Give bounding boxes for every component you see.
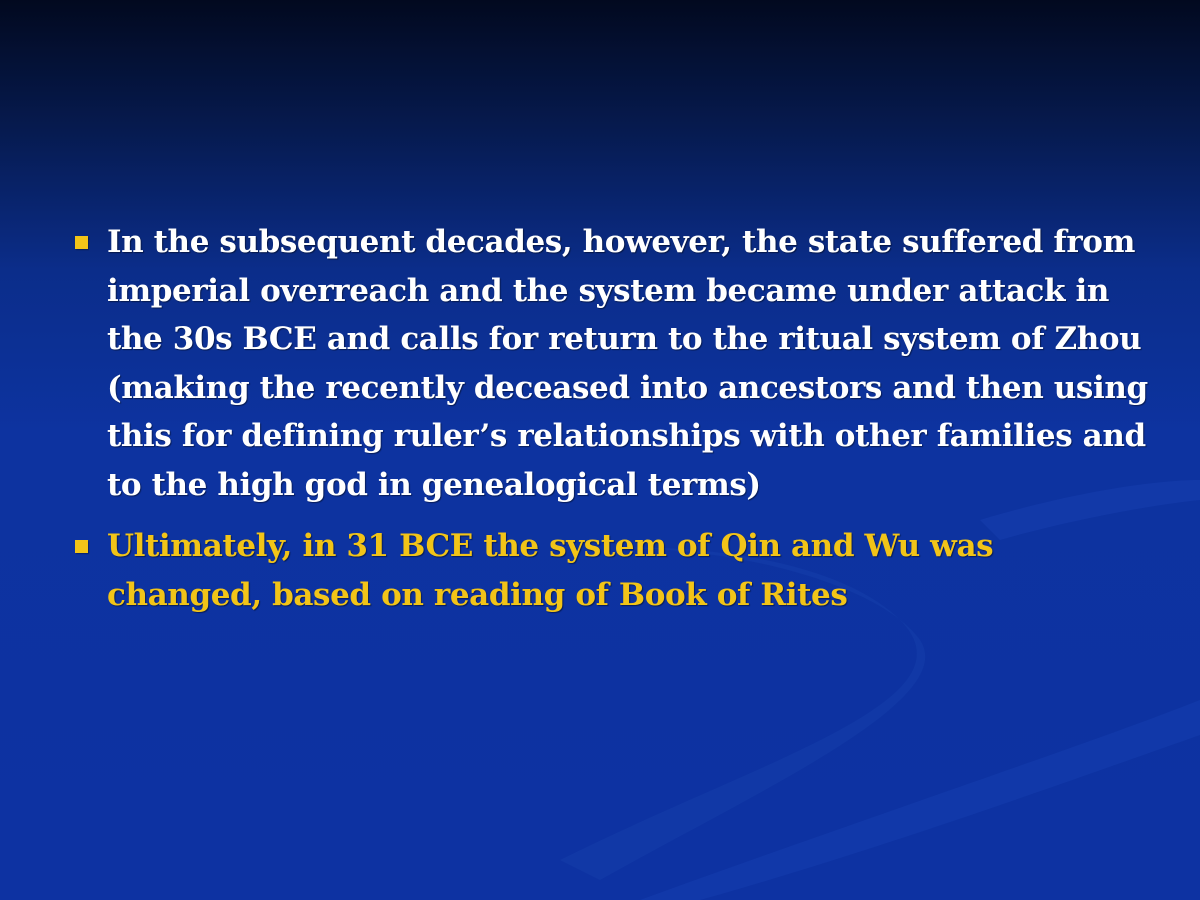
swoosh-arc-2 bbox=[640, 700, 1200, 900]
bullet-list bbox=[72, 218, 1152, 632]
bullet-text: Ultimately, in 31 BCE the system of Qin and Wu was changed, based on reading of Book of Rites bbox=[107, 528, 994, 613]
square-bullet-icon bbox=[75, 236, 88, 249]
square-bullet-icon bbox=[75, 540, 88, 553]
bullet-item bbox=[72, 218, 1152, 509]
bullet-item bbox=[72, 522, 1152, 619]
bullet-text: In the subsequent decades, however, the state suffered from imperial overreach and the system became under attack in the 30s BCE and calls for return to the ritual system of Zhou (making the recently deceased into ancestors and then using this for defining ruler’s relationships with other families and to the high god in genealogical terms) bbox=[107, 224, 1148, 503]
